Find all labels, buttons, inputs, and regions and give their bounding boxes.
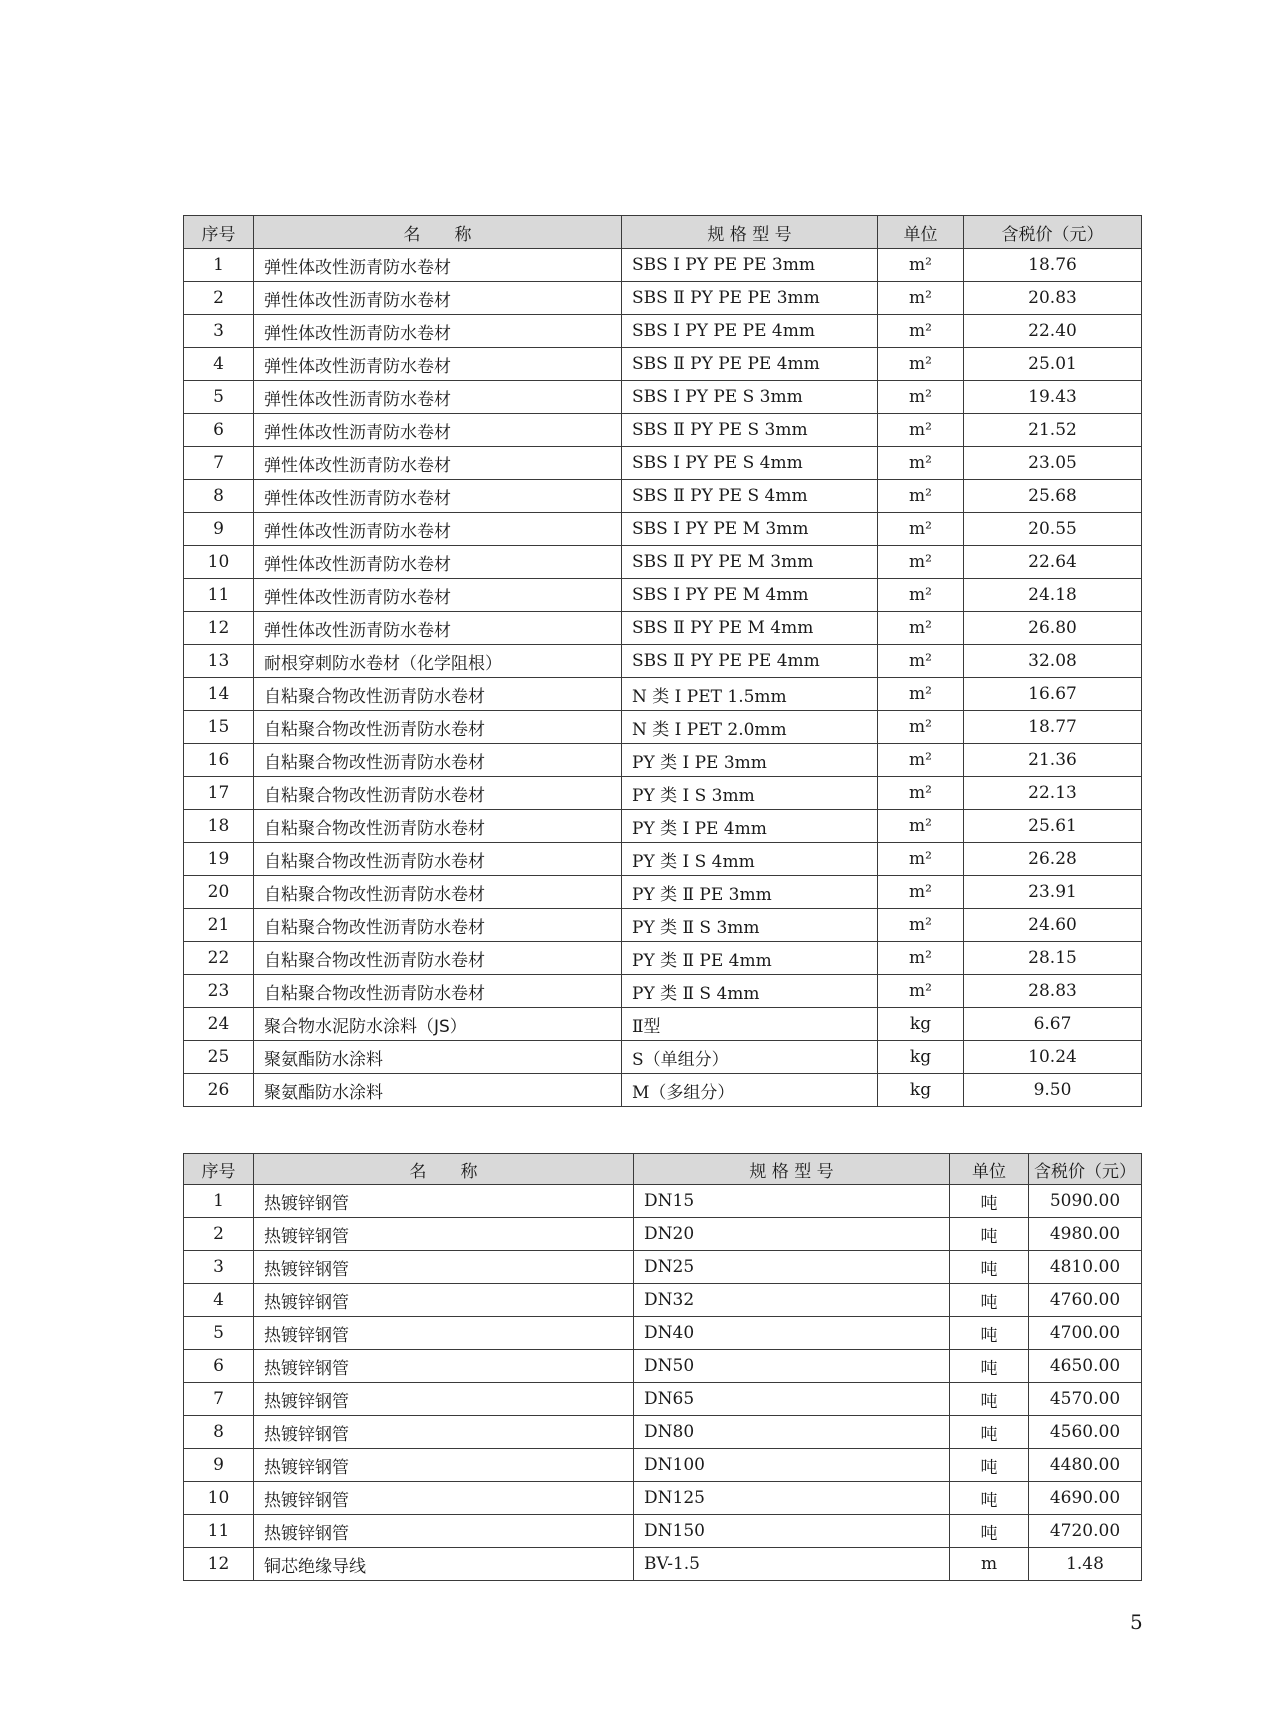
table-row bbox=[184, 546, 1142, 579]
cell-unit: m² bbox=[878, 777, 964, 810]
cell-unit: m² bbox=[878, 975, 964, 1008]
cell-unit: m² bbox=[878, 282, 964, 315]
table-row bbox=[184, 1482, 1142, 1515]
cell-unit: m² bbox=[878, 381, 964, 414]
cell-price: 4700.00 bbox=[1029, 1317, 1142, 1350]
cell-spec: DN40 bbox=[634, 1317, 950, 1350]
cell-name: 热镀锌钢管 bbox=[254, 1185, 634, 1218]
cell-name: 弹性体改性沥青防水卷材 bbox=[254, 348, 622, 381]
cell-price: 16.67 bbox=[964, 678, 1142, 711]
cell-index: 10 bbox=[184, 1482, 254, 1515]
cell-name: 自粘聚合物改性沥青防水卷材 bbox=[254, 810, 622, 843]
cell-spec: SBS Ⅱ PY PE PE 3mm bbox=[622, 282, 878, 315]
cell-name: 热镀锌钢管 bbox=[254, 1251, 634, 1284]
cell-name: 弹性体改性沥青防水卷材 bbox=[254, 513, 622, 546]
cell-unit: m² bbox=[878, 843, 964, 876]
table-row bbox=[184, 942, 1142, 975]
cell-spec: DN100 bbox=[634, 1449, 950, 1482]
cell-unit: 吨 bbox=[950, 1185, 1029, 1218]
cell-unit: kg bbox=[878, 1008, 964, 1041]
table-row bbox=[184, 1449, 1142, 1482]
cell-spec: DN32 bbox=[634, 1284, 950, 1317]
cell-price: 4980.00 bbox=[1029, 1218, 1142, 1251]
cell-unit: m bbox=[950, 1548, 1029, 1581]
cell-spec: PY 类 Ⅱ PE 3mm bbox=[622, 876, 878, 909]
cell-spec: DN80 bbox=[634, 1416, 950, 1449]
cell-index: 5 bbox=[184, 381, 254, 414]
cell-name: 聚氨酯防水涂料 bbox=[254, 1074, 622, 1107]
cell-price: 6.67 bbox=[964, 1008, 1142, 1041]
header-index: 序号 bbox=[184, 1154, 254, 1185]
cell-spec: BV-1.5 bbox=[634, 1548, 950, 1581]
cell-spec: DN65 bbox=[634, 1383, 950, 1416]
cell-price: 18.76 bbox=[964, 249, 1142, 282]
cell-spec: DN20 bbox=[634, 1218, 950, 1251]
cell-spec: DN150 bbox=[634, 1515, 950, 1548]
cell-unit: m² bbox=[878, 678, 964, 711]
cell-name: 热镀锌钢管 bbox=[254, 1218, 634, 1251]
cell-index: 19 bbox=[184, 843, 254, 876]
table-row bbox=[184, 1251, 1142, 1284]
cell-unit: 吨 bbox=[950, 1515, 1029, 1548]
table-row bbox=[184, 1008, 1142, 1041]
cell-price: 32.08 bbox=[964, 645, 1142, 678]
cell-spec: PY 类 Ⅰ PE 3mm bbox=[622, 744, 878, 777]
cell-unit: 吨 bbox=[950, 1416, 1029, 1449]
table-row bbox=[184, 1074, 1142, 1107]
table-row bbox=[184, 1041, 1142, 1074]
cell-spec: PY 类 Ⅰ S 4mm bbox=[622, 843, 878, 876]
cell-unit: m² bbox=[878, 942, 964, 975]
page-number: 5 bbox=[1130, 1610, 1143, 1634]
cell-spec: SBS Ⅰ PY PE S 3mm bbox=[622, 381, 878, 414]
cell-index: 13 bbox=[184, 645, 254, 678]
table-row bbox=[184, 1383, 1142, 1416]
header-price: 含税价（元） bbox=[1029, 1154, 1142, 1185]
cell-price: 20.83 bbox=[964, 282, 1142, 315]
cell-name: 弹性体改性沥青防水卷材 bbox=[254, 579, 622, 612]
header-price: 含税价（元） bbox=[964, 216, 1142, 249]
cell-price: 4720.00 bbox=[1029, 1515, 1142, 1548]
cell-index: 6 bbox=[184, 1350, 254, 1383]
header-index: 序号 bbox=[184, 216, 254, 249]
cell-spec: SBS Ⅰ PY PE PE 3mm bbox=[622, 249, 878, 282]
cell-unit: m² bbox=[878, 579, 964, 612]
cell-price: 4690.00 bbox=[1029, 1482, 1142, 1515]
header-unit: 单位 bbox=[878, 216, 964, 249]
table-row bbox=[184, 480, 1142, 513]
cell-name: 热镀锌钢管 bbox=[254, 1383, 634, 1416]
table-row bbox=[184, 810, 1142, 843]
cell-name: 弹性体改性沥青防水卷材 bbox=[254, 447, 622, 480]
cell-index: 24 bbox=[184, 1008, 254, 1041]
cell-price: 21.36 bbox=[964, 744, 1142, 777]
table-row bbox=[184, 612, 1142, 645]
cell-price: 22.64 bbox=[964, 546, 1142, 579]
cell-price: 28.83 bbox=[964, 975, 1142, 1008]
cell-name: 弹性体改性沥青防水卷材 bbox=[254, 315, 622, 348]
cell-spec: SBS Ⅱ PY PE S 4mm bbox=[622, 480, 878, 513]
table-row bbox=[184, 1416, 1142, 1449]
cell-name: 自粘聚合物改性沥青防水卷材 bbox=[254, 909, 622, 942]
table-row bbox=[184, 249, 1142, 282]
table-row bbox=[184, 645, 1142, 678]
cell-price: 4560.00 bbox=[1029, 1416, 1142, 1449]
cell-spec: S（单组分） bbox=[622, 1041, 878, 1074]
cell-spec: SBS Ⅰ PY PE S 4mm bbox=[622, 447, 878, 480]
cell-price: 10.24 bbox=[964, 1041, 1142, 1074]
cell-index: 26 bbox=[184, 1074, 254, 1107]
cell-name: 自粘聚合物改性沥青防水卷材 bbox=[254, 876, 622, 909]
cell-spec: N 类 Ⅰ PET 1.5mm bbox=[622, 678, 878, 711]
cell-spec: Ⅱ型 bbox=[622, 1008, 878, 1041]
cell-index: 25 bbox=[184, 1041, 254, 1074]
table-row bbox=[184, 876, 1142, 909]
cell-price: 9.50 bbox=[964, 1074, 1142, 1107]
cell-spec: SBS Ⅰ PY PE PE 4mm bbox=[622, 315, 878, 348]
cell-name: 热镀锌钢管 bbox=[254, 1416, 634, 1449]
cell-spec: DN125 bbox=[634, 1482, 950, 1515]
cell-spec: SBS Ⅱ PY PE S 3mm bbox=[622, 414, 878, 447]
cell-name: 铜芯绝缘导线 bbox=[254, 1548, 634, 1581]
table-row bbox=[184, 975, 1142, 1008]
cell-name: 自粘聚合物改性沥青防水卷材 bbox=[254, 975, 622, 1008]
cell-index: 16 bbox=[184, 744, 254, 777]
table-row bbox=[184, 909, 1142, 942]
cell-name: 自粘聚合物改性沥青防水卷材 bbox=[254, 843, 622, 876]
cell-price: 4760.00 bbox=[1029, 1284, 1142, 1317]
cell-index: 20 bbox=[184, 876, 254, 909]
table-row bbox=[184, 1515, 1142, 1548]
table-row bbox=[184, 282, 1142, 315]
cell-unit: m² bbox=[878, 810, 964, 843]
table-row bbox=[184, 414, 1142, 447]
cell-unit: m² bbox=[878, 612, 964, 645]
cell-unit: m² bbox=[878, 744, 964, 777]
cell-index: 7 bbox=[184, 447, 254, 480]
cell-name: 自粘聚合物改性沥青防水卷材 bbox=[254, 678, 622, 711]
cell-unit: kg bbox=[878, 1074, 964, 1107]
cell-name: 弹性体改性沥青防水卷材 bbox=[254, 282, 622, 315]
cell-index: 18 bbox=[184, 810, 254, 843]
table-row bbox=[184, 579, 1142, 612]
cell-name: 热镀锌钢管 bbox=[254, 1482, 634, 1515]
cell-price: 19.43 bbox=[964, 381, 1142, 414]
cell-price: 18.77 bbox=[964, 711, 1142, 744]
table-row bbox=[184, 744, 1142, 777]
cell-index: 2 bbox=[184, 282, 254, 315]
cell-unit: m² bbox=[878, 249, 964, 282]
cell-name: 弹性体改性沥青防水卷材 bbox=[254, 546, 622, 579]
pipe-and-wire-price-table bbox=[183, 1153, 1142, 1581]
cell-name: 热镀锌钢管 bbox=[254, 1317, 634, 1350]
cell-spec: N 类 Ⅰ PET 2.0mm bbox=[622, 711, 878, 744]
cell-spec: DN50 bbox=[634, 1350, 950, 1383]
table-row bbox=[184, 348, 1142, 381]
cell-name: 弹性体改性沥青防水卷材 bbox=[254, 612, 622, 645]
cell-price: 5090.00 bbox=[1029, 1185, 1142, 1218]
cell-price: 25.01 bbox=[964, 348, 1142, 381]
cell-price: 26.28 bbox=[964, 843, 1142, 876]
cell-unit: 吨 bbox=[950, 1482, 1029, 1515]
cell-unit: 吨 bbox=[950, 1383, 1029, 1416]
table-row bbox=[184, 777, 1142, 810]
table-row bbox=[184, 843, 1142, 876]
table-row bbox=[184, 711, 1142, 744]
cell-name: 弹性体改性沥青防水卷材 bbox=[254, 381, 622, 414]
table-row bbox=[184, 1218, 1142, 1251]
cell-name: 自粘聚合物改性沥青防水卷材 bbox=[254, 744, 622, 777]
cell-index: 17 bbox=[184, 777, 254, 810]
cell-price: 23.05 bbox=[964, 447, 1142, 480]
cell-unit: m² bbox=[878, 645, 964, 678]
cell-price: 26.80 bbox=[964, 612, 1142, 645]
cell-name: 自粘聚合物改性沥青防水卷材 bbox=[254, 777, 622, 810]
cell-spec: SBS Ⅰ PY PE M 3mm bbox=[622, 513, 878, 546]
cell-name: 聚氨酯防水涂料 bbox=[254, 1041, 622, 1074]
cell-name: 弹性体改性沥青防水卷材 bbox=[254, 249, 622, 282]
cell-price: 21.52 bbox=[964, 414, 1142, 447]
cell-index: 5 bbox=[184, 1317, 254, 1350]
cell-index: 15 bbox=[184, 711, 254, 744]
cell-unit: m² bbox=[878, 348, 964, 381]
table-header-row bbox=[184, 216, 1142, 249]
cell-name: 聚合物水泥防水涂料（JS） bbox=[254, 1008, 622, 1041]
cell-index: 6 bbox=[184, 414, 254, 447]
cell-price: 25.61 bbox=[964, 810, 1142, 843]
cell-price: 25.68 bbox=[964, 480, 1142, 513]
cell-unit: 吨 bbox=[950, 1251, 1029, 1284]
cell-index: 9 bbox=[184, 1449, 254, 1482]
cell-spec: PY 类 Ⅱ S 4mm bbox=[622, 975, 878, 1008]
table-row bbox=[184, 1548, 1142, 1581]
cell-index: 1 bbox=[184, 1185, 254, 1218]
cell-index: 1 bbox=[184, 249, 254, 282]
table-header-row bbox=[184, 1154, 1142, 1185]
cell-unit: m² bbox=[878, 711, 964, 744]
cell-price: 4650.00 bbox=[1029, 1350, 1142, 1383]
cell-unit: m² bbox=[878, 546, 964, 579]
cell-unit: kg bbox=[878, 1041, 964, 1074]
cell-index: 12 bbox=[184, 612, 254, 645]
cell-price: 1.48 bbox=[1029, 1548, 1142, 1581]
table-row bbox=[184, 315, 1142, 348]
cell-spec: M（多组分） bbox=[622, 1074, 878, 1107]
table-row bbox=[184, 447, 1142, 480]
table-row bbox=[184, 381, 1142, 414]
cell-index: 21 bbox=[184, 909, 254, 942]
cell-spec: PY 类 Ⅰ S 3mm bbox=[622, 777, 878, 810]
cell-spec: SBS Ⅱ PY PE PE 4mm bbox=[622, 348, 878, 381]
cell-name: 热镀锌钢管 bbox=[254, 1449, 634, 1482]
cell-index: 3 bbox=[184, 1251, 254, 1284]
cell-index: 7 bbox=[184, 1383, 254, 1416]
cell-price: 4570.00 bbox=[1029, 1383, 1142, 1416]
header-name: 名 称 bbox=[254, 216, 622, 249]
cell-index: 2 bbox=[184, 1218, 254, 1251]
cell-unit: m² bbox=[878, 876, 964, 909]
cell-name: 自粘聚合物改性沥青防水卷材 bbox=[254, 711, 622, 744]
cell-price: 24.60 bbox=[964, 909, 1142, 942]
cell-unit: m² bbox=[878, 480, 964, 513]
cell-price: 4810.00 bbox=[1029, 1251, 1142, 1284]
cell-price: 20.55 bbox=[964, 513, 1142, 546]
cell-price: 22.40 bbox=[964, 315, 1142, 348]
cell-index: 10 bbox=[184, 546, 254, 579]
cell-name: 弹性体改性沥青防水卷材 bbox=[254, 414, 622, 447]
cell-name: 热镀锌钢管 bbox=[254, 1350, 634, 1383]
table-row bbox=[184, 678, 1142, 711]
cell-unit: m² bbox=[878, 315, 964, 348]
cell-name: 自粘聚合物改性沥青防水卷材 bbox=[254, 942, 622, 975]
cell-unit: m² bbox=[878, 414, 964, 447]
cell-name: 弹性体改性沥青防水卷材 bbox=[254, 480, 622, 513]
cell-spec: PY 类 Ⅰ PE 4mm bbox=[622, 810, 878, 843]
cell-index: 9 bbox=[184, 513, 254, 546]
cell-index: 8 bbox=[184, 1416, 254, 1449]
cell-unit: 吨 bbox=[950, 1284, 1029, 1317]
cell-index: 3 bbox=[184, 315, 254, 348]
cell-unit: 吨 bbox=[950, 1350, 1029, 1383]
cell-index: 22 bbox=[184, 942, 254, 975]
cell-spec: SBS Ⅰ PY PE M 4mm bbox=[622, 579, 878, 612]
cell-index: 8 bbox=[184, 480, 254, 513]
table-row bbox=[184, 1185, 1142, 1218]
header-spec: 规 格 型 号 bbox=[634, 1154, 950, 1185]
table-row bbox=[184, 513, 1142, 546]
table-row bbox=[184, 1317, 1142, 1350]
cell-spec: DN25 bbox=[634, 1251, 950, 1284]
header-spec: 规 格 型 号 bbox=[622, 216, 878, 249]
cell-unit: 吨 bbox=[950, 1317, 1029, 1350]
cell-index: 23 bbox=[184, 975, 254, 1008]
table-row bbox=[184, 1350, 1142, 1383]
cell-index: 4 bbox=[184, 348, 254, 381]
header-unit: 单位 bbox=[950, 1154, 1029, 1185]
cell-name: 热镀锌钢管 bbox=[254, 1284, 634, 1317]
cell-unit: 吨 bbox=[950, 1218, 1029, 1251]
cell-index: 12 bbox=[184, 1548, 254, 1581]
cell-spec: DN15 bbox=[634, 1185, 950, 1218]
cell-price: 28.15 bbox=[964, 942, 1142, 975]
cell-index: 14 bbox=[184, 678, 254, 711]
cell-spec: SBS Ⅱ PY PE M 3mm bbox=[622, 546, 878, 579]
header-name: 名 称 bbox=[254, 1154, 634, 1185]
cell-unit: m² bbox=[878, 513, 964, 546]
cell-spec: SBS Ⅱ PY PE M 4mm bbox=[622, 612, 878, 645]
table-row bbox=[184, 1284, 1142, 1317]
cell-unit: 吨 bbox=[950, 1449, 1029, 1482]
cell-index: 4 bbox=[184, 1284, 254, 1317]
cell-unit: m² bbox=[878, 447, 964, 480]
cell-index: 11 bbox=[184, 1515, 254, 1548]
cell-name: 热镀锌钢管 bbox=[254, 1515, 634, 1548]
waterproof-materials-price-table bbox=[183, 215, 1142, 1107]
cell-unit: m² bbox=[878, 909, 964, 942]
cell-price: 23.91 bbox=[964, 876, 1142, 909]
cell-price: 4480.00 bbox=[1029, 1449, 1142, 1482]
cell-spec: PY 类 Ⅱ S 3mm bbox=[622, 909, 878, 942]
cell-index: 11 bbox=[184, 579, 254, 612]
cell-spec: PY 类 Ⅱ PE 4mm bbox=[622, 942, 878, 975]
cell-price: 24.18 bbox=[964, 579, 1142, 612]
cell-price: 22.13 bbox=[964, 777, 1142, 810]
cell-spec: SBS Ⅱ PY PE PE 4mm bbox=[622, 645, 878, 678]
cell-name: 耐根穿刺防水卷材（化学阻根） bbox=[254, 645, 622, 678]
